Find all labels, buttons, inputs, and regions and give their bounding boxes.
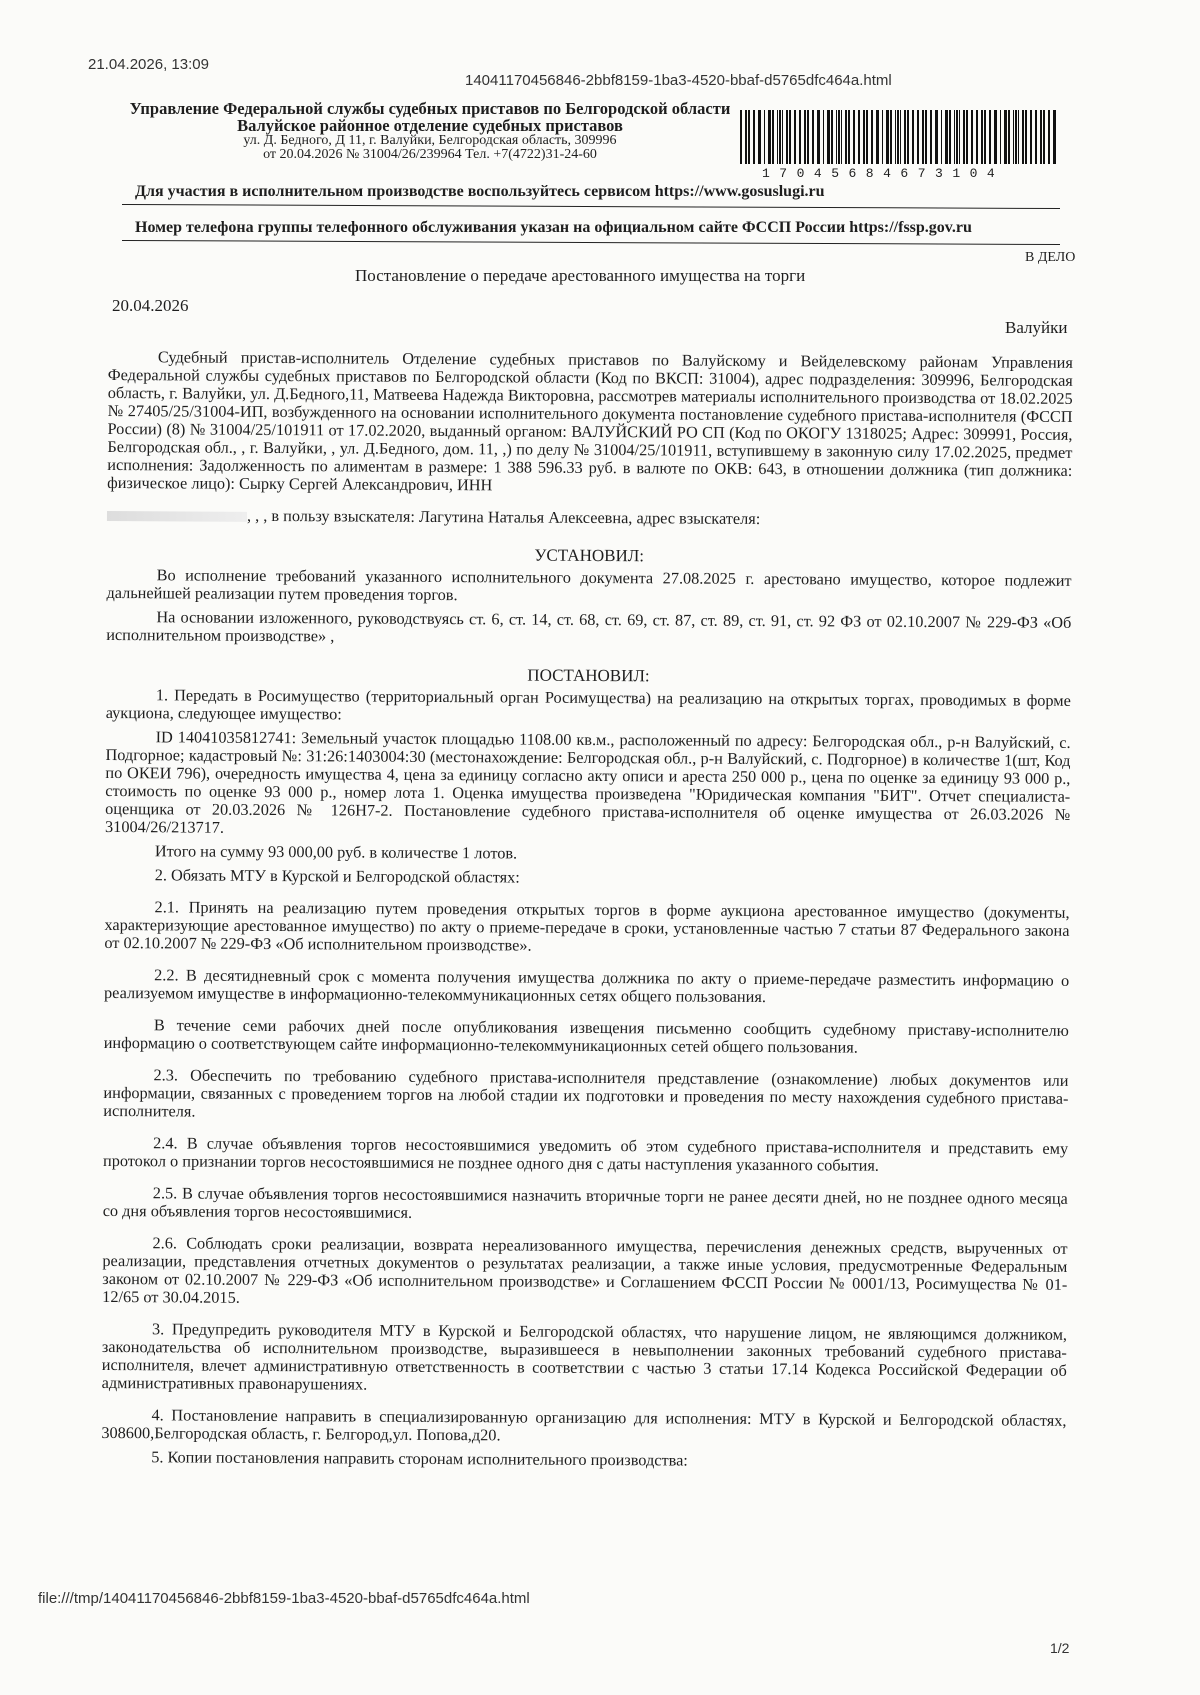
barcode-bar: [1000, 110, 1001, 164]
barcode-bar: [812, 110, 814, 164]
barcode-bar: [1030, 110, 1032, 164]
barcode-bar: [858, 110, 860, 164]
clause-2-5: 2.5. В случае объявления торгов несостоявшимися назначить вторичные торги не ранее десяти дней, но не позднее одного месяца со дня объявления торгов несостоявшимися.: [102, 1183, 1068, 1222]
barcode-bar: [1004, 110, 1007, 164]
barcode-bar: [971, 110, 973, 164]
barcode-bar: [853, 110, 855, 164]
clause-2-4: 2.4. В случае объявления торгов несостоявшимися уведомить об этом судебного пристава-исполнителя и представить ему протокол о признании торгов несостоявшимися не позднее одного дня с даты наступления указанного события.: [102, 1133, 1069, 1175]
barcode-bar: [777, 110, 778, 164]
barcode-bar: [949, 110, 951, 164]
barcode-bar: [1013, 110, 1014, 164]
barcode-digits: 17045684673104: [762, 166, 1005, 181]
document-title: Постановление о передаче арестованного имущества на торги: [355, 266, 806, 285]
barcode-bar: [976, 110, 978, 164]
print-page-title: 14041170456846-2bbf8159-1ba3-4520-bbaf-d5765dfc464a.html: [465, 72, 892, 89]
barcode-bar: [989, 110, 991, 164]
barcode-bar: [959, 110, 960, 164]
barcode-bar: [1040, 110, 1042, 164]
barcode-bar: [1048, 110, 1050, 164]
barcode-bar: [782, 110, 783, 164]
property-item: ID 14041035812741: Земельный участок площадью 1108.00 кв.м., расположенный по адресу: Белгородская обл., р-н Валуйский, с. Подгорное; кадастровый №: 31:26:1403004:30 (местонахождение: Белгородская обл., р-н Валуйский, с. Подгорное) в количестве 1(шт, Код по ОКЕИ 796), очередность имущества 4, цена за единицу согласно акту описи и ареста 250 000 р., цена по оценке за единицу 93 000 р., стоимость по оценке 93 000 р., номер лота 1. Оценка имущества произведена "Юридическая компания "БИТ". Отчет специалиста-оценщика от 20.03.2026 № 126Н7-2. Постановление судебного пристава-исполнителя об оценке имущества от 26.03.2026 № 31004/26/213717.: [105, 727, 1071, 837]
barcode-bar: [1053, 110, 1056, 164]
barcode-bar: [954, 110, 955, 164]
barcode-bar: [925, 110, 927, 164]
barcode-bar: [745, 110, 747, 164]
barcode-bar: [917, 110, 919, 164]
document-city: Валуйки: [1005, 318, 1068, 337]
barcode-bar: [895, 110, 896, 164]
barcode-bar: [827, 110, 830, 164]
barcode-bar: [838, 110, 840, 164]
org-name: Управление Федеральной службы судебных приставов по Белгородской области: [129, 99, 731, 118]
intro-tail: , , , в пользу взыскателя: Лагутина Наталья Алексеевна, адрес взыскателя:: [107, 506, 1072, 530]
barcode-bar: [768, 110, 771, 164]
barcode-bar: [823, 110, 824, 164]
barcode-bar: [836, 110, 837, 164]
barcode-bar: [1018, 110, 1019, 164]
barcode-bar: [984, 110, 986, 164]
barcode: [738, 110, 1060, 164]
barcode-bar: [966, 110, 968, 164]
barcode-bar: [1035, 110, 1037, 164]
barcode-bar: [912, 110, 914, 164]
print-datetime: 21.04.2026, 13:09: [88, 56, 209, 73]
barcode-bar: [1025, 110, 1027, 164]
barcode-bar: [779, 110, 781, 164]
clause-1: 1. Передать в Росимущество (территориальный орган Росимущества) на реализацию на открытых торгах, проводимых в форме аукциона, следующее имущество:: [105, 685, 1071, 724]
clause-2: 2. Обязать МТУ в Курской и Белгородской областях:: [154, 865, 520, 887]
barcode-bar: [935, 110, 938, 164]
intro-paragraph: Судебный пристав-исполнитель Отделение судебных приставов по Валуйскому и Вейделевскому районам Управления Федеральной службы судебных приставов по Белгородской области (Код по ВКСП: 31004), адрес подразделения: 309996, Белгородская область, г. Валуйки, ул. Д.Бедного,11, Матвеева Надежда Викторовна, рассмотрев материалы исполнительного производства от 18.02.2025 № 27405/25/31004-ИП, возбужденного на основании исполнительного документа постановление судебного пристава-исполнителя (ФССП России) (8) № 31004/25/101911 от 17.02.2020, выданный органом: ВАЛУЙСКИЙ РО СП (Код по ОКОГУ 1318025; Адрес: 309991, Россия, Белгородская обл., , г. Валуйки, , ул. Д.Бедного, дом. 11, ,) по делу № 31004/25/101911, вступившему в законную силу 17.02.2025, предмет исполнения: Задолженность по алиментам в размере: 1 388 596.33 руб. в валюте по ОКВ: 643, в отношении должника (тип должника: физическое лицо): Сырку Сергей Александрович, ИНН: [107, 347, 1073, 495]
barcode-bar: [799, 110, 801, 164]
barcode-bar: [981, 110, 983, 164]
v-delo-mark: В ДЕЛО: [1025, 250, 1076, 265]
barcode-bar: [930, 110, 932, 164]
clause-2-2-note: В течение семи рабочих дней после опубликования извещения письменно сообщить судебному приставу-исполнителю информацию о соответствующем сайте информационно-телекоммуникационных сетей общего пользования.: [103, 1015, 1069, 1057]
established-paragraph-2: На основании изложенного, руководствуясь ст. 6, ст. 14, ст. 68, ст. 69, ст. 87, ст. 89, ст. 91, ст. 92 ФЗ от 02.10.2007 № 229-ФЗ «Об исполнительном производстве» ,: [106, 607, 1072, 646]
barcode-bar: [740, 110, 742, 164]
barcode-bar: [900, 110, 901, 164]
barcode-bar: [886, 110, 889, 164]
org-address: ул. Д. Бедного, Д 11, г. Валуйки, Белгородская область, 309996: [243, 133, 617, 148]
barcode-bar: [956, 110, 958, 164]
heading-resolved: ПОСТАНОВИЛ:: [527, 665, 650, 686]
clause-4: 4. Постановление направить в специализированную организацию для исполнения: МТУ в Курской и Белгородской областях, 308600,Белгородская область, г. Белгород,ул. Попова,д20.: [101, 1405, 1067, 1445]
divider: [122, 240, 1060, 245]
barcode-bar: [945, 110, 948, 164]
divider: [122, 204, 1060, 209]
clause-5: 5. Копии постановления направить сторонам исполнительного производства:: [151, 1447, 688, 1470]
barcode-bar: [845, 110, 847, 164]
total-amount: Итого на сумму 93 000,00 руб. в количестве 1 лотов.: [154, 841, 518, 863]
barcode-bar: [1022, 110, 1024, 164]
barcode-bar: [848, 110, 850, 164]
phone-notice: Номер телефона группы телефонного обслуживания указан на официальном сайте ФССП России https://fssp.gov.ru: [135, 219, 972, 236]
barcode-bar: [866, 110, 868, 164]
barcode-bar: [794, 110, 796, 164]
redacted-area: [107, 511, 247, 522]
barcode-bar: [922, 110, 924, 164]
barcode-bar: [871, 110, 873, 164]
barcode-bar: [1008, 110, 1010, 164]
barcode-bar: [786, 110, 788, 164]
barcode-bar: [764, 110, 765, 164]
barcode-bar: [804, 110, 806, 164]
barcode-bar: [789, 110, 791, 164]
document-date: 20.04.2026: [112, 296, 189, 315]
org-department: Валуйское районное отделение судебных приставов: [237, 116, 623, 135]
barcode-bar: [753, 110, 755, 164]
barcode-bar: [907, 110, 909, 164]
barcode-bar: [863, 110, 865, 164]
barcode-bar: [817, 110, 820, 164]
clause-2-3: 2.3. Обеспечить по требованию судебного пристава-исполнителя представление (ознакомление) любых документов или информации, связанных с проведением торгов на любой стадии их подготовки и проведения по месту нахождения судебного пристава-исполнителя.: [103, 1065, 1069, 1121]
print-page-number: 1/2: [1050, 1640, 1070, 1656]
heading-established: УСТАНОВИЛ:: [534, 545, 645, 566]
organization-block: [115, 100, 745, 162]
barcode-bar: [807, 110, 809, 164]
barcode-bar: [994, 110, 997, 164]
barcode-bar: [831, 110, 833, 164]
clause-3: 3. Предупредить руководителя МТУ в Курской и Белгородской областях, что нарушение лицом, не являющимся должником, законодательства об исполнительном производстве, выразившееся в невыполнении законных требований судебного пристава-исполнителя, влечет административную ответственность в соответствии с частью 3 статьи 17.14 Кодекса Российской Федерации об административных правонарушениях.: [101, 1319, 1068, 1394]
barcode-bar: [1015, 110, 1017, 164]
barcode-bar: [941, 110, 942, 164]
barcode-bar: [882, 110, 883, 164]
print-file-path: file:///tmp/14041170456846-2bbf8159-1ba3-4520-bbaf-d5765dfc464a.html: [38, 1590, 530, 1607]
barcode-bar: [841, 110, 842, 164]
barcode-bar: [748, 110, 750, 164]
barcode-bar: [876, 110, 879, 164]
document-body: [101, 348, 1073, 1478]
clause-2-1: 2.1. Принять на реализацию путем проведения открытых торгов в форме аукциона арестованное имущество (документы, характеризующие арестованное имущество) по акту о приеме-передаче в сроки, установленные частью 7 статьи 87 Федерального закона от 02.10.2007 № 229-ФЗ «Об исполнительном производстве».: [104, 897, 1070, 955]
barcode-bar: [897, 110, 899, 164]
clause-2-6: 2.6. Соблюдать сроки реализации, возврата нереализованного имущества, перечисления денежных средств, вырученных от реализации, представления отчетных документов о результатах реализации, а также иные условия, предусмотренные Федеральным законом от 02.10.2007 № 229-ФЗ «Об исполнительном производстве» и Соглашением ФССП России № 0001/13, Росимущества № 01-12/65 от 30.04.2015.: [102, 1233, 1068, 1307]
barcode-bar: [1043, 110, 1045, 164]
gosuslugi-notice: Для участия в исполнительном производстве воспользуйтесь сервисом https://www.gosuslugi.ru: [135, 183, 825, 200]
barcode-bar: [758, 110, 761, 164]
registration-number: от 20.04.2026 № 31004/26/239964 Тел. +7(4722)31-24-60: [263, 147, 597, 162]
barcode-bar: [963, 110, 965, 164]
barcode-bar: [904, 110, 906, 164]
barcode-bar: [772, 110, 774, 164]
clause-2-2: 2.2. В десятидневный срок с момента получения имущества должника по акту о приеме-передаче разместить информацию о реализуемом имуществе в информационно-телекоммуникационных сетях общего пользования.: [104, 965, 1070, 1007]
established-paragraph-1: Во исполнение требований указанного исполнительного документа 27.08.2025 г. арестовано имущество, которое подлежит дальнейшей реализации путем проведения торгов.: [106, 565, 1072, 605]
barcode-bar: [890, 110, 892, 164]
